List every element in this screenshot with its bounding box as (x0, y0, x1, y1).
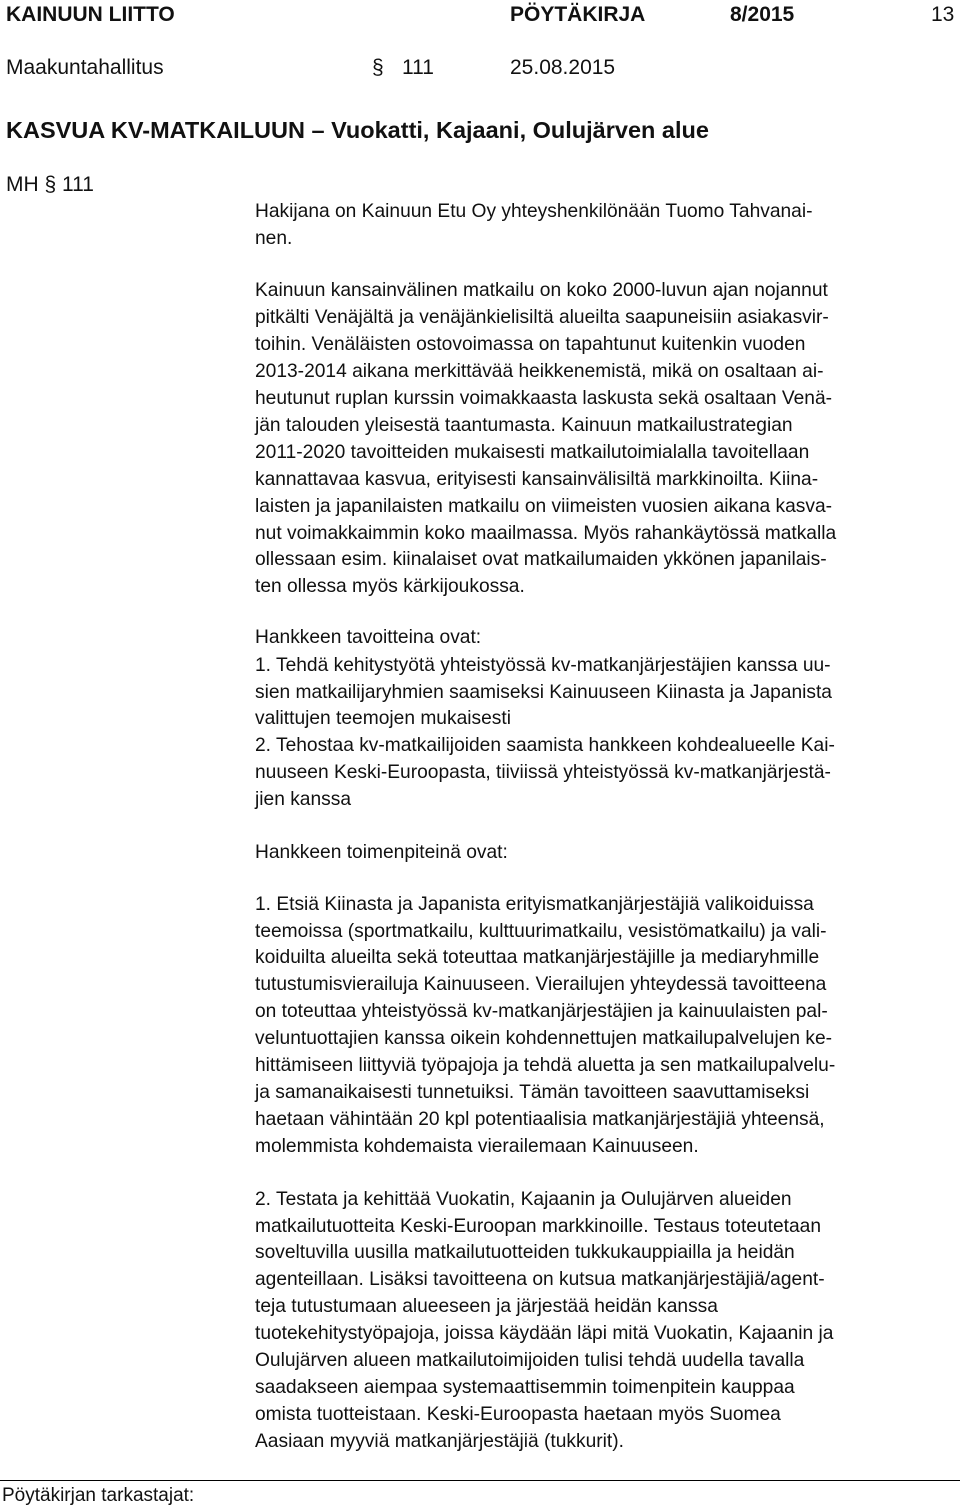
body-line: pitkälti Venäjältä ja venäjänkielisiltä alueilta saapuneisiin asiakasvir- (255, 307, 829, 328)
body-line: nut voimakkaimmin koko maailmassa. Myös rahankäytössä matkalla (255, 523, 837, 544)
org-name: KAINUUN LIITTO (6, 3, 175, 26)
body-line: ten ollessa myös kärkijoukossa. (255, 576, 525, 597)
body-line: matkailutuotteita Keski-Euroopan markkinoille. Testaus toteutetaan (255, 1216, 821, 1237)
actions-heading: Hankkeen toimenpiteinä ovat: (255, 842, 508, 863)
body-line: veluntuottajien kanssa oikein kohdennettujen matkailupalvelujen ke- (255, 1028, 833, 1049)
body-line: 2. Testata ja kehittää Vuokatin, Kajaanin ja Oulujärven alueiden (255, 1189, 792, 1210)
body-line: 2011-2020 tavoitteiden mukaisesti matkailutoimialalla tavoitellaan (255, 442, 810, 463)
body-line: ja samanaikaisesti tunnetuiksi. Tämän tavoitteen saavuttamiseksi (255, 1082, 810, 1103)
body-line: jän talouden yleisestä taantumasta. Kainuun matkailustrategian (255, 415, 793, 436)
body-line: 2013-2014 aikana merkittävää heikkenemistä, mikä on osaltaan ai- (255, 361, 824, 382)
body-line: sien matkailijaryhmien saamiseksi Kainuuseen Kiinasta ja Japanista (255, 682, 832, 703)
body-line: toihin. Venäläisten ostovoimassa on tapahtunut kuitenkin vuoden (255, 334, 806, 355)
body-line: nuuseen Keski-Euroopasta, tiiviissä yhteistyössä kv-matkanjärjestä- (255, 762, 831, 783)
footer-label: Pöytäkirjan tarkastajat: (2, 1485, 195, 1506)
meeting-body: Maakuntahallitus (6, 56, 164, 79)
body-line: heutunut ruplan kurssin voimakkaasta laskusta sekä osaltaan Venä- (255, 388, 833, 409)
body-line: molemmista kohdemaista vierailemaan Kainuuseen. (255, 1136, 699, 1157)
body-line: teja tutustumaan alueeseen ja järjestää heidän kanssa (255, 1296, 718, 1317)
body-line: on toteuttaa yhteistyössä kv-matkanjärjestäjien ja kainuulaisten pal- (255, 1001, 828, 1022)
body-line: nen. (255, 228, 293, 249)
page-number: 13 (931, 3, 955, 26)
body-line: Kainuun kansainvälinen matkailu on koko 2000-luvun ajan nojannut (255, 280, 828, 301)
body-line: Aasiaan myyviä matkanjärjestäjiä (tukkurit). (255, 1431, 624, 1452)
body-line: soveltuvilla uusilla matkailutuotteiden tukkukauppiailla ja heidän (255, 1242, 795, 1263)
body-line: koiduilta alueilta sekä toteuttaa matkanjärjestäjille ja mediaryhmille (255, 947, 820, 968)
body-line: 1. Etsiä Kiinasta ja Japanista erityismatkanjärjestäjiä valikoiduissa (255, 894, 814, 915)
document-number: 8/2015 (730, 3, 795, 26)
body-line: haetaan vähintään 20 kpl potentiaalisia matkanjärjestäjiä yhteensä, (255, 1109, 825, 1130)
body-line: 1. Tehdä kehitystyötä yhteistyössä kv-matkanjärjestäjien kanssa uu- (255, 655, 831, 676)
section-label: MH § 111 (6, 173, 94, 196)
body-line: kannattavaa kasvua, erityisesti kansainvälisiltä markkinoilta. Kiina- (255, 469, 819, 490)
body-line: agenteillaan. Lisäksi tavoitteena on kutsua matkanjärjestäjiä/agent- (255, 1269, 825, 1290)
footer-divider (0, 1480, 960, 1481)
body-line: ollessaan esim. kiinalaiset ovat matkailumaiden ykkönen japanilais- (255, 549, 827, 570)
objectives-heading: Hankkeen tavoitteina ovat: (255, 627, 482, 648)
body-line: 2. Tehostaa kv-matkailijoiden saamista hankkeen kohdealueelle Kai- (255, 735, 835, 756)
body-line: hittämiseen liittyviä työpajoja ja tehdä aluetta ja sen matkailupalvelu- (255, 1055, 836, 1076)
body-line: saadakseen aiempaa systemaattisemmin toimenpitein kauppaa (255, 1377, 795, 1398)
meeting-date: 25.08.2015 (510, 56, 616, 79)
section-number: 111 (402, 56, 434, 79)
body-line: Oulujärven alueen matkailutoimijoiden tulisi tehdä uudella tavalla (255, 1350, 805, 1371)
body-line: laisten ja japanilaisten matkailu on viimeisten vuosien aikana kasva- (255, 496, 833, 517)
body-line: Hakijana on Kainuun Etu Oy yhteyshenkilönään Tuomo Tahvanai- (255, 201, 813, 222)
body-line: valittujen teemojen mukaisesti (255, 708, 511, 729)
page-title: KASVUA KV-MATKAILUUN – Vuokatti, Kajaani, Oulujärven alue (6, 117, 709, 143)
body-line: tuotekehitystyöpajoja, joissa käydään läpi mitä Vuokatin, Kajaanin ja (255, 1323, 834, 1344)
document-type: PÖYTÄKIRJA (510, 3, 646, 26)
body-line: tutustumisvierailuja Kainuuseen. Vierailujen yhteydessä tavoitteena (255, 974, 827, 995)
body-line: jien kanssa (255, 789, 351, 810)
section-sign: § (372, 56, 384, 79)
body-line: teemoissa (sportmatkailu, kulttuurimatkailu, vesistömatkailu) ja vali- (255, 921, 827, 942)
body-line: omista tuotteistaan. Keski-Euroopasta haetaan myös Suomea (255, 1404, 781, 1425)
